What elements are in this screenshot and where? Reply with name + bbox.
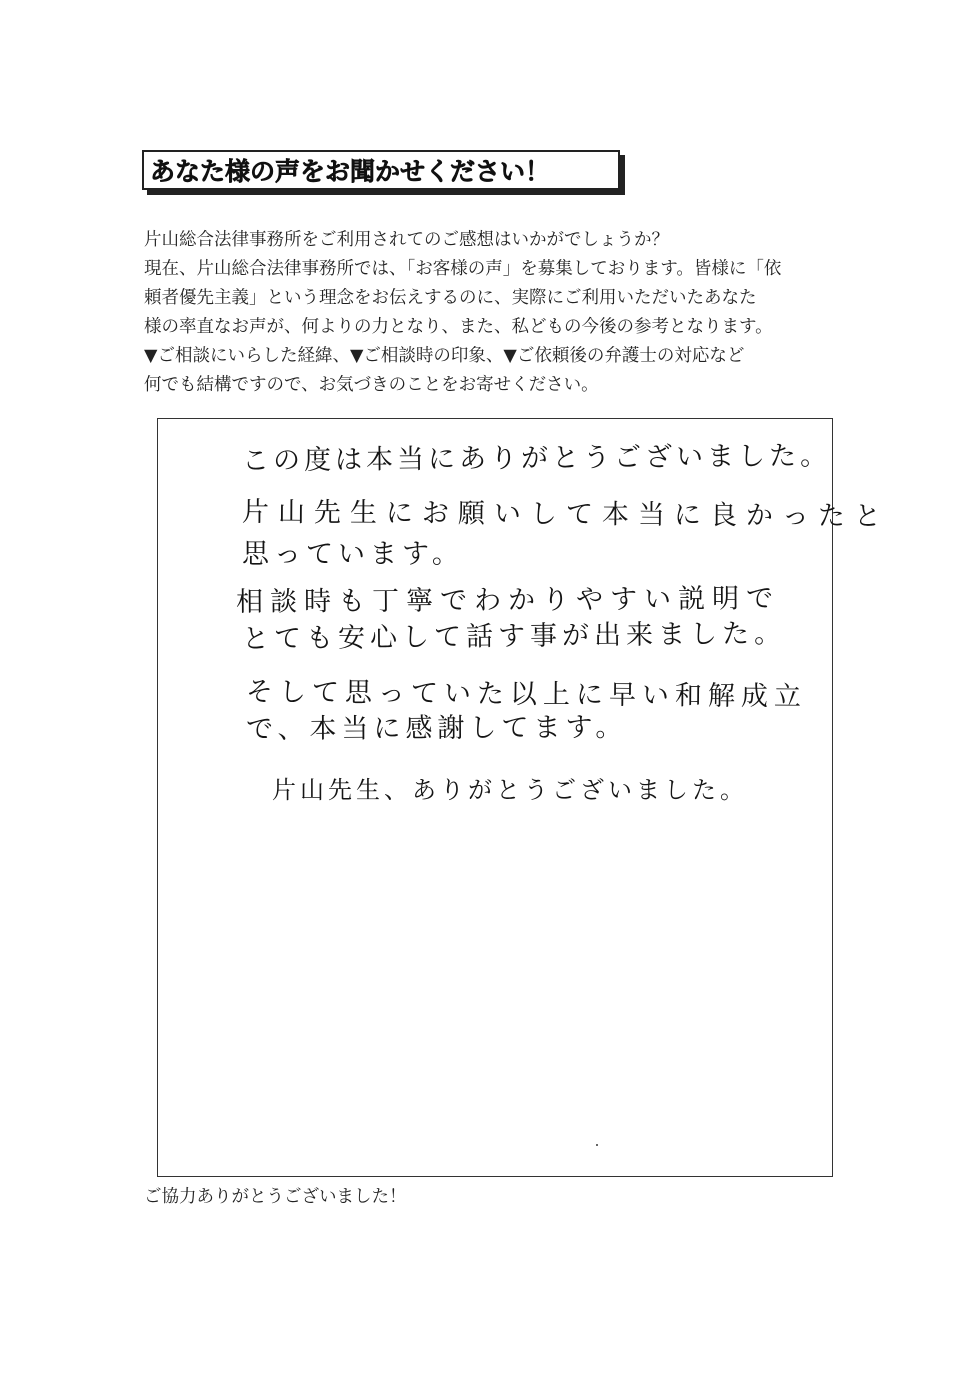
intro-text (144, 226, 854, 400)
handwritten-line: 相談時も丁寧でわかりやすい説明で (235, 583, 781, 618)
handwritten-line: そして思っていた以上に早い和解成立 (245, 676, 808, 713)
handwritten-line: この度は本当にありがとうございました。 (241, 440, 832, 477)
footer-thanks: ご協力ありがとうございました！ (144, 1187, 407, 1207)
handwritten-line: 片山先生にお願いして本当に良かったと (241, 496, 891, 533)
intro-line: ▼ご相談にいらした経緯、▼ご相談時の印象、▼ご依頼後の弁護士の対応など (144, 346, 745, 366)
intro-line: 片山総合法律事務所をご利用されてのご感想はいかがでしょうか？ (144, 230, 669, 250)
handwritten-line: とても安心して話す事が出来ました。 (241, 618, 787, 655)
intro-line: 何でも結構ですので、お気づきのことをお寄せください。 (144, 375, 599, 395)
intro-line: 様の率直なお声が、何よりの力となり、また、私どもの今後の参考となります。 (144, 317, 773, 337)
handwritten-line: 思っています。 (242, 539, 464, 570)
handwritten-line: 片山先生、ありがとうございました。 (272, 776, 748, 804)
scan-speck (596, 1144, 598, 1146)
intro-line: 頼者優先主義」という理念をお伝えするのに、実際にご利用いただいたあなた (144, 288, 757, 308)
intro-line: 現在、片山総合法律事務所では、「お客様の声」を募集しております。皆様に「依 (144, 259, 782, 279)
page-title: あなた様の声をお聞かせください！ (150, 157, 551, 186)
heading-box (142, 150, 620, 190)
handwritten-line: で、本当に感謝してます。 (245, 712, 628, 745)
